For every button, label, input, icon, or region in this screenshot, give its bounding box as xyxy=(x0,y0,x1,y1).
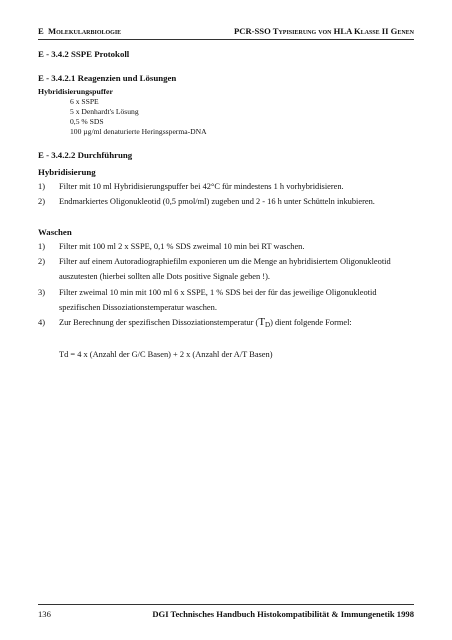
section-heading: E - 3.4.2 SSPE Protokoll xyxy=(38,49,130,59)
list-item xyxy=(38,285,414,315)
header-chapter xyxy=(38,26,121,36)
step-number: 1) xyxy=(38,182,45,192)
washing-steps xyxy=(38,239,414,333)
list-item xyxy=(38,239,414,254)
procedure-heading: E - 3.4.2.2 Durchführung xyxy=(38,150,133,161)
page-body xyxy=(38,46,414,362)
buffer-item: 6 x SSPE xyxy=(70,97,99,107)
header-section-title: PCR-SSO Typisierung von HLA Klasse II Genen xyxy=(233,26,414,36)
step-number: 1) xyxy=(38,241,45,251)
td-symbol-letter: T xyxy=(258,315,266,328)
step-number: 4) xyxy=(38,317,45,327)
buffer-item: 0,5 % SDS xyxy=(70,117,104,127)
buffer-list xyxy=(38,97,414,137)
washing-title: Waschen xyxy=(38,226,72,237)
page-number: 136 xyxy=(38,609,51,619)
step-number: 2) xyxy=(38,257,45,267)
step-text: Filter zweimal 10 min mit 100 ml 6 x SSPE, 1 % SDS bei der für das jeweilige Oligonukleotid spezifischen Dissoziationstemperatur waschen. xyxy=(59,287,377,312)
list-item xyxy=(38,194,414,209)
step-text-after: ) dient folgende Formel: xyxy=(270,317,352,327)
reagents-heading: E - 3.4.2.1 Reagenzien und Lösungen xyxy=(38,73,177,84)
step-text: Filter auf einem Autoradiographiefilm exponieren um die Menge an hybridisiertem Oligonukleotid auszutesten (hierbei sollten alle Dots positive Signale geben !). xyxy=(59,257,391,282)
step-number: 2) xyxy=(38,197,45,207)
hybridization-steps xyxy=(38,179,414,209)
header-chapter-title: Molekularbiologie xyxy=(48,26,122,36)
step-text: Endmarkiertes Oligonukleotid (0,5 pmol/ml) zugeben und 2 - 16 h unter Schütteln inkubieren. xyxy=(59,197,375,207)
step-text xyxy=(59,315,414,333)
step-text-before: Zur Berechnung der spezifischen Dissoziationstemperatur ( xyxy=(59,317,259,327)
td-symbol xyxy=(258,316,270,328)
buffer-item: 100 µg/ml denaturierte Heringssperma-DNA xyxy=(70,127,207,137)
header-chapter-letter: E xyxy=(38,26,44,36)
buffer-title: Hybridisierungspuffer xyxy=(38,86,113,96)
td-symbol-subscript: D xyxy=(265,320,271,329)
list-item xyxy=(38,254,414,284)
footer-rule xyxy=(38,604,414,605)
step-text: Filter mit 10 ml Hybridisierungspuffer bei 42°C für mindestens 1 h vorhybridisieren. xyxy=(59,182,344,192)
step-number: 3) xyxy=(38,287,45,297)
header-rule xyxy=(38,39,414,40)
list-item xyxy=(38,315,414,333)
step-text: Filter mit 100 ml 2 x SSPE, 0,1 % SDS zweimal 10 min bei RT waschen. xyxy=(59,241,305,251)
buffer-item: 5 x Denhardt's Lösung xyxy=(70,107,139,117)
hybridization-title: Hybridisierung xyxy=(38,166,96,177)
running-header xyxy=(38,26,414,36)
list-item xyxy=(38,179,414,194)
page-footer xyxy=(38,609,414,619)
dissociation-formula: Td = 4 x (Anzahl der G/C Basen) + 2 x (Anzahl der A/T Basen) xyxy=(59,350,273,360)
footer-title: DGI Technisches Handbuch Histokompatibilität & Immungenetik 1998 xyxy=(152,609,414,619)
